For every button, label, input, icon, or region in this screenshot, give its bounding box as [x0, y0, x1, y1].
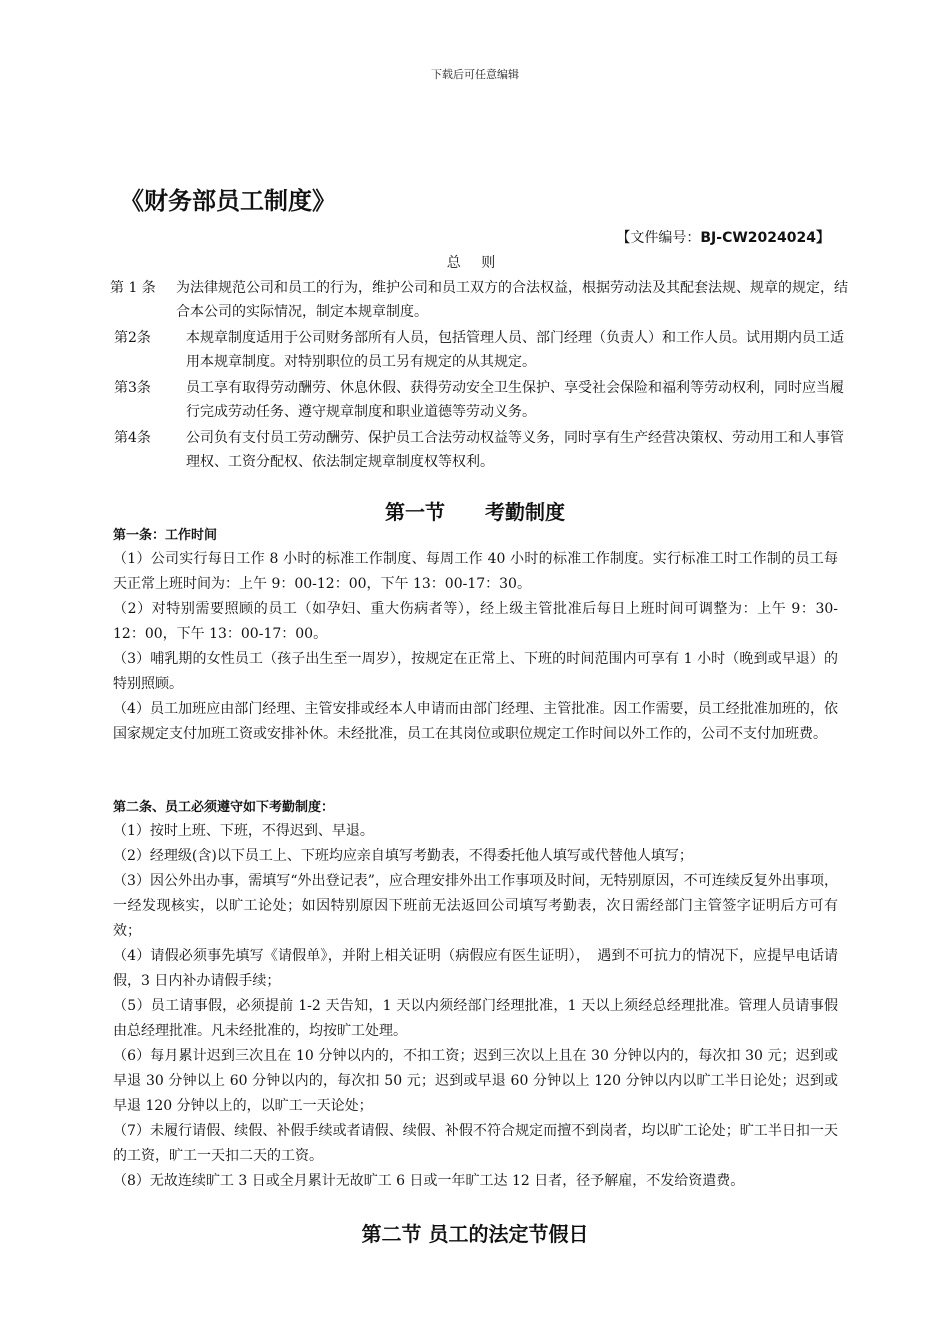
article-number: 第3条	[114, 380, 151, 396]
clause-paragraph: （1）按时上班、下班，不得迟到、早退。	[113, 823, 374, 839]
article-text: 公司负有支付员工劳动酬劳、保护员工合法劳动权益等义务，同时享有生产经营决策权、劳动用工和人事管理权、工资分配权、依法制定规章制度权等权利。	[186, 430, 844, 470]
general-article	[110, 326, 850, 374]
clause-working-hours	[113, 525, 838, 747]
general-article	[110, 426, 850, 474]
clause-paragraph: （3）因公外出办事，需填写“外出登记表”，应合理安排外出工作事项及时间，无特别原因，不可连续反复外出事项，一经发现核实，以旷工论处；如因特别原因下班前无法返回公司填写考勤表，次日需经部门主管签字证明后方可有效；	[113, 873, 838, 939]
article-text: 员工享有取得劳动酬劳、休息休假、获得劳动安全卫生保护、享受社会保险和福利等劳动权利，同时应当履行完成劳动任务、遵守规章制度和职业道德等劳动义务。	[186, 380, 844, 420]
clause-paragraph: （3）哺乳期的女性员工（孩子出生至一周岁），按规定在正常上、下班的时间范围内可享有 1 小时（晚到或早退）的特别照顾。	[113, 651, 838, 692]
section-heading-attendance: 第一节 考勤制度	[385, 500, 565, 524]
clause-title: 第一条：工作时间	[113, 528, 218, 543]
document-number-prefix: 【文件编号：	[616, 230, 701, 246]
document-number	[616, 227, 830, 247]
article-number: 第 1 条	[110, 280, 156, 296]
article-text: 为法律规范公司和员工的行为，维护公司和员工双方的合法权益，根据劳动法及其配套法规、规章的规定，结合本公司的实际情况，制定本规章制度。	[176, 280, 848, 320]
general-article	[110, 276, 850, 324]
clause-paragraph: （6）每月累计迟到三次且在 10 分钟以内的，不扣工资；迟到三次以上且在 30 分钟以内的，每次扣 30 元；迟到或早退 30 分钟以上 60 分钟以内的，每次扣 50 元；迟到或早退 60 分钟以上 120 分钟以内以旷工半日论处；迟到或早退 120 分钟以上的，以旷工一天论处；	[113, 1048, 838, 1114]
clause-paragraph: （8）无故连续旷工 3 日或全月累计无故旷工 6 日或一年旷工达 12 日者，径予解雇，不发给资遣费。	[113, 1173, 745, 1189]
clause-paragraph: （4）请假必须事先填写《请假单》，并附上相关证明（病假应有医生证明）， 遇到不可抗力的情况下，应提早电话请假，3 日内补办请假手续；	[113, 948, 838, 989]
clause-paragraph: （2）经理级(含)以下员工上、下班均应亲自填写考勤表，不得委托他人填写或代替他人填写；	[113, 848, 693, 864]
clause-paragraph: （5）员工请事假，必须提前 1-2 天告知，1 天以内须经部门经理批准，1 天以上须经总经理批准。管理人员请事假由总经理批准。凡未经批准的，均按旷工处理。	[113, 998, 838, 1039]
clause-paragraph: （4）员工加班应由部门经理、主管安排或经本人申请而由部门经理、主管批准。因工作需要，员工经批准加班的，依国家规定支付加班工资或安排补休。未经批准，员工在其岗位或职位规定工作时间以外工作的，公司不支付加班费。	[113, 701, 838, 742]
clause-paragraph: （7）未履行请假、续假、补假手续或者请假、续假、补假不符合规定而擅不到岗者，均以旷工论处；旷工半日扣一天的工资，旷工一天扣二天的工资。	[113, 1123, 838, 1164]
article-text: 本规章制度适用于公司财务部所有人员，包括管理人员、部门经理（负责人）和工作人员。试用期内员工适用本规章制度。对特别职位的员工另有规定的从其规定。	[186, 330, 844, 370]
document-title: 《财务部员工制度》	[120, 187, 336, 215]
clause-attendance-rules	[113, 797, 838, 1194]
header-note: 下载后可任意编辑	[431, 68, 519, 81]
clause-paragraph: （1）公司实行每日工作 8 小时的标准工作制度、每周工作 40 小时的标准工作制度。实行标准工时工作制的员工每天正常上班时间为：上午 9：00-12：00，下午 13：00-17：30。	[113, 551, 838, 592]
document-number-suffix: 】	[816, 230, 830, 246]
general-articles	[110, 276, 850, 476]
clause-paragraph: （2）对特别需要照顾的员工（如孕妇、重大伤病者等），经上级主管批准后每日上班时间可调整为：上午 9：30-12：00，下午 13：00-17：00。	[113, 601, 838, 642]
section-heading-holidays: 第二节 员工的法定节假日	[361, 1222, 589, 1246]
general-provisions-heading: 总 则	[446, 255, 504, 271]
document-number-code: BJ-CW2024024	[700, 230, 816, 246]
article-number: 第2条	[114, 330, 151, 346]
general-article	[110, 376, 850, 424]
clause-title: 第二条、员工必须遵守如下考勤制度：	[113, 800, 335, 815]
article-number: 第4条	[114, 430, 151, 446]
